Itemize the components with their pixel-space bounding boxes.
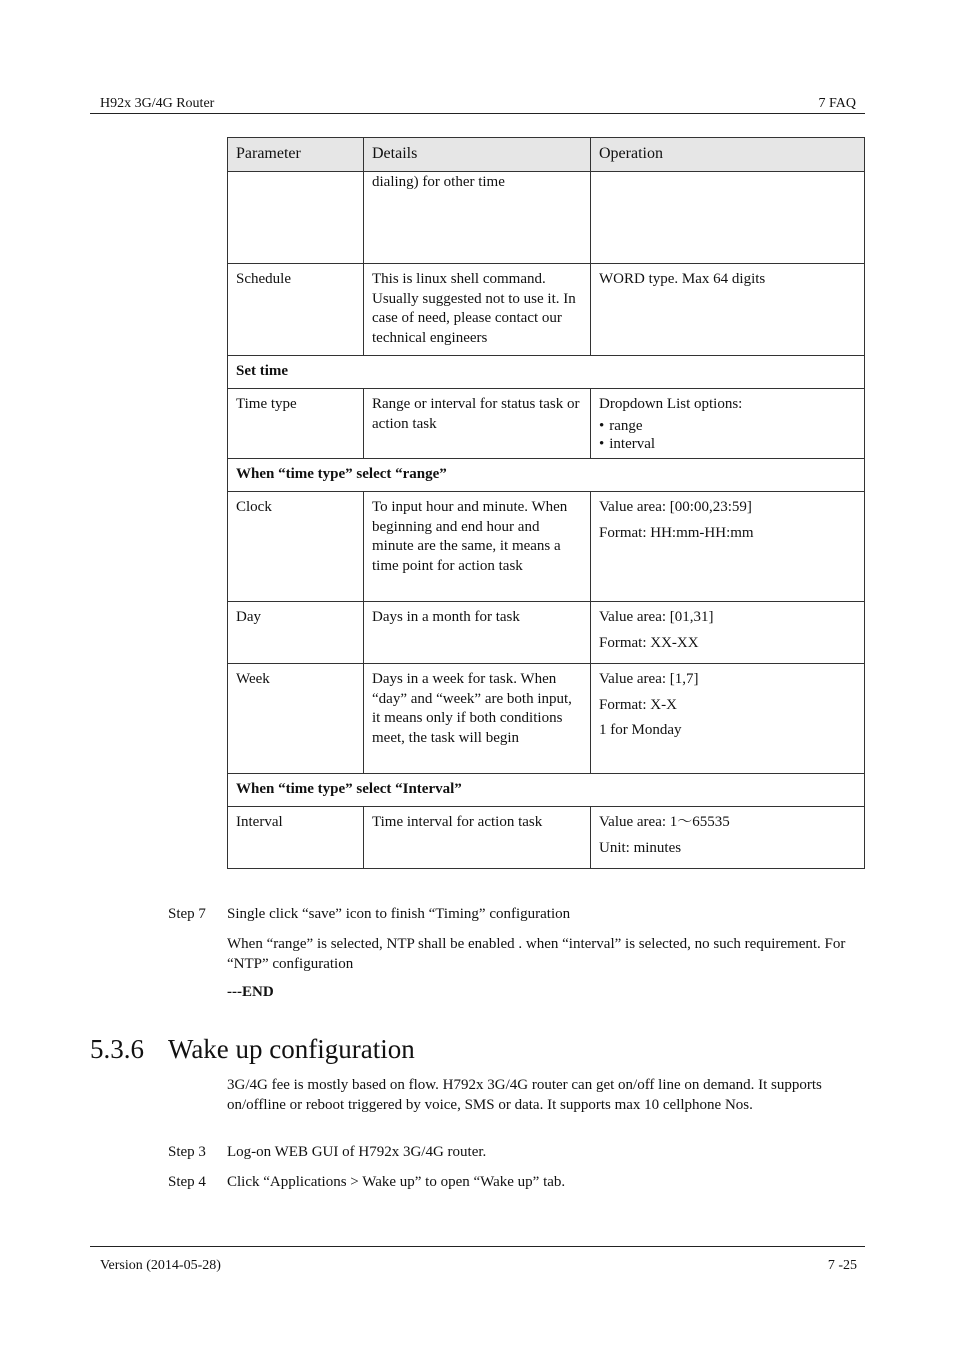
end-marker: ---END (227, 984, 274, 1000)
step-label: Step 7 (168, 906, 206, 922)
step-label: Step 3 (168, 1144, 206, 1160)
operation-text: Value area: [01,31] (599, 609, 714, 625)
param-cell: Clock (228, 492, 364, 602)
step-note: When “range” is selected, NTP shall be enabled . when “interval” is selected, no such requirement. For “NTP” configuration (227, 936, 846, 972)
details-cell: This is linux shell command. Usually suggested not to use it. In case of need, please contact our technical engineers (364, 264, 591, 356)
param-cell (228, 172, 364, 264)
table-header-row (228, 138, 865, 172)
footer-version: Version (2014-05-28) (100, 1258, 221, 1273)
intro-paragraph: 3G/4G fee is mostly based on flow. H792x 3G/4G router can get on/off line on demand. It supports on/offline or reboot triggered by voice, SMS or data. It supports max 10 cellphone Nos. (227, 1077, 822, 1113)
operation-cell (591, 664, 865, 774)
param-cell: Time type (228, 389, 364, 459)
operation-text: Format: XX-XX (599, 634, 699, 651)
table-section-row (228, 774, 865, 807)
table-row (228, 807, 865, 869)
option-item: • interval (599, 435, 856, 453)
page-number: 7 -25 (827, 1258, 857, 1273)
operation-text: Value area: [1,7] (599, 671, 699, 687)
parameter-table (227, 137, 865, 869)
details-cell: dialing) for other time (364, 172, 591, 264)
table-row (228, 492, 865, 602)
param-cell: Week (228, 664, 364, 774)
details-cell: Range or interval for status task or action task (364, 389, 591, 459)
table-row (228, 602, 865, 664)
table-section-row (228, 459, 865, 492)
operation-cell (591, 492, 865, 602)
header-chapter: 7 FAQ (818, 96, 856, 111)
operation-cell (591, 807, 865, 869)
operation-text: 1 for Monday (599, 722, 682, 738)
column-header: Details (364, 138, 591, 172)
param-cell: Day (228, 602, 364, 664)
column-header: Operation (591, 138, 865, 172)
section-heading-5-3-6 (90, 1034, 415, 1065)
option-list (599, 417, 856, 453)
section-number: 5.3.6 (90, 1034, 144, 1064)
operation-cell (591, 602, 865, 664)
header-divider (90, 113, 865, 114)
step-text: Single click “save” icon to finish “Timing” configuration (227, 906, 571, 922)
step-label: Step 4 (168, 1174, 206, 1190)
operation-cell: WORD type. Max 64 digits (591, 264, 865, 356)
operation-text: Format: X-X (599, 696, 677, 713)
operation-text: Value area: 1～65535 (599, 814, 730, 830)
operation-cell (591, 389, 865, 459)
footer-divider (90, 1246, 865, 1247)
details-cell: To input hour and minute. When beginning and end hour and minute are the same, it means a time point for action task (364, 492, 591, 602)
table-row (228, 264, 865, 356)
table-row (228, 389, 865, 459)
table-row (228, 664, 865, 774)
param-cell: Schedule (228, 264, 364, 356)
table-section-row (228, 356, 865, 389)
operation-text: Format: HH:mm-HH:mm (599, 524, 754, 541)
section-heading: When “time type” select “range” (228, 459, 865, 492)
details-cell: Days in a month for task (364, 602, 591, 664)
step-text: Log-on WEB GUI of H792x 3G/4G router. (227, 1144, 487, 1160)
column-header: Parameter (228, 138, 364, 172)
details-cell: Days in a week for task. When “day” and “week” are both input, it means only if both conditions meet, the task will begin (364, 664, 591, 774)
section-heading: When “time type” select “Interval” (228, 774, 865, 807)
operation-text: Value area: [00:00,23:59] (599, 499, 752, 515)
operation-cell (591, 172, 865, 264)
step-text: Click “Applications > Wake up” to open “Wake up” tab. (227, 1174, 566, 1190)
section-heading: Set time (228, 356, 865, 389)
param-cell: Interval (228, 807, 364, 869)
option-item: • range (599, 417, 856, 435)
table-row (228, 172, 865, 264)
operation-text: Unit: minutes (599, 839, 682, 856)
header-title: H92x 3G/4G Router (100, 96, 215, 111)
section-title: Wake up configuration (168, 1034, 415, 1064)
details-cell: Time interval for action task (364, 807, 591, 869)
operation-text: Dropdown List options: (599, 396, 743, 412)
